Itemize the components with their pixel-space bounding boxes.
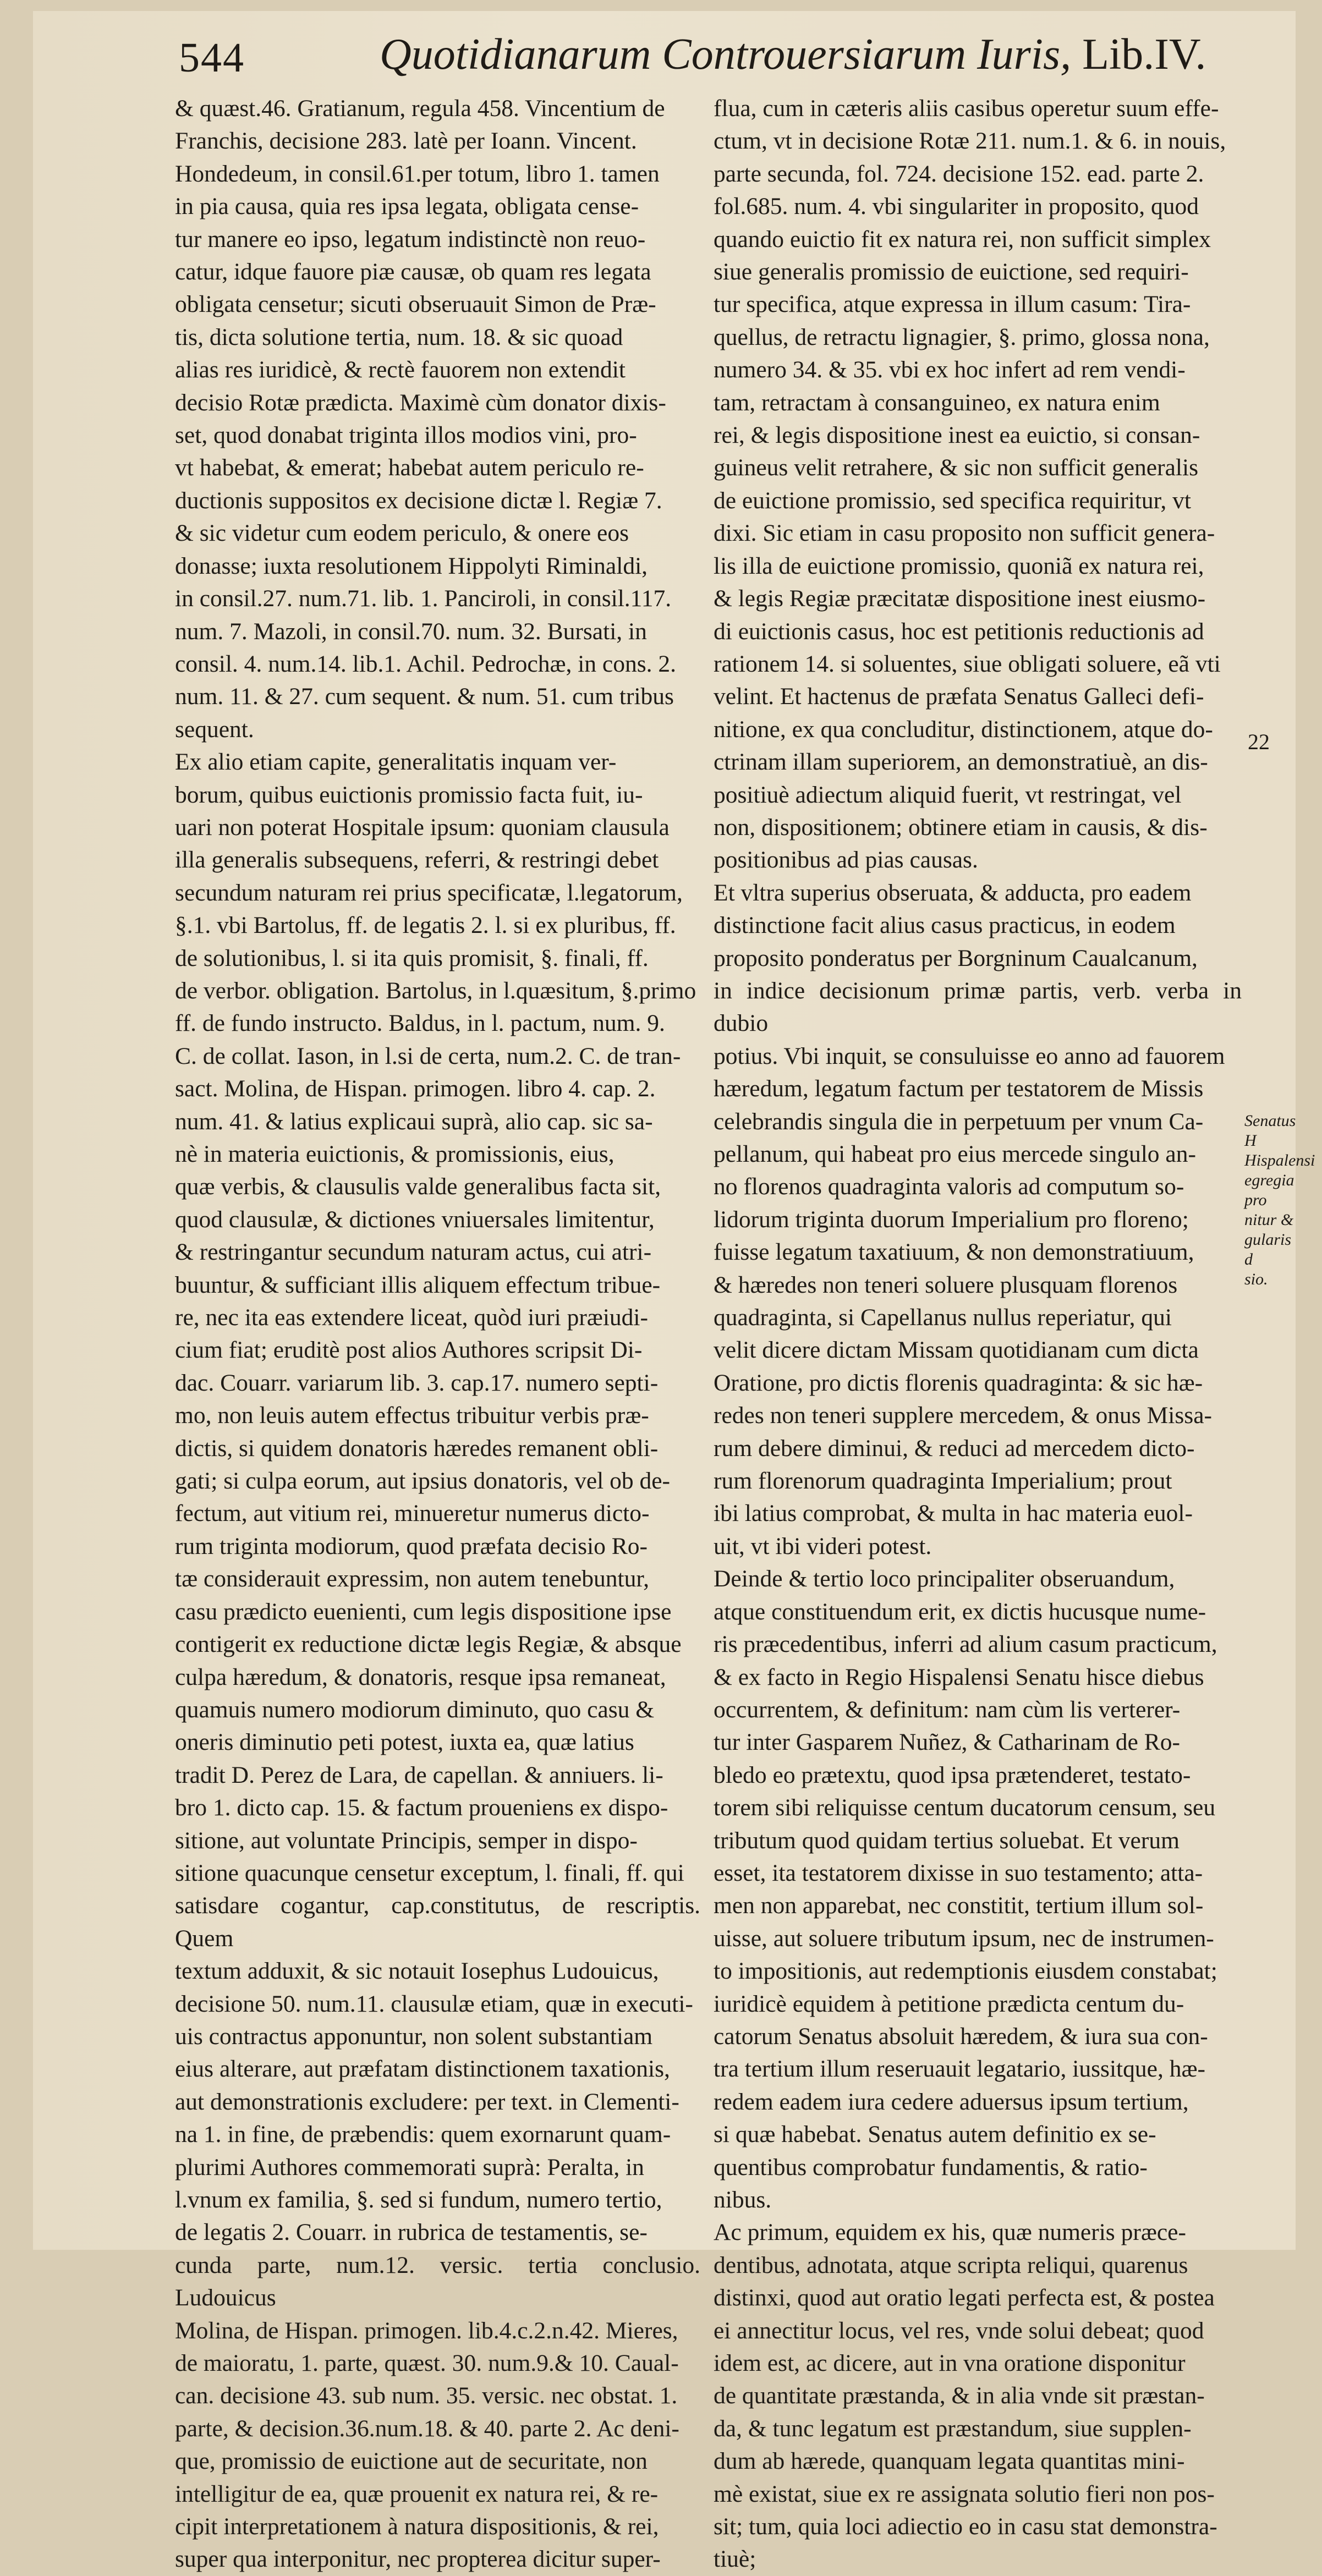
running-head bbox=[380, 30, 1206, 80]
margin-note: Senatus H Hispalensi egregia pro nitur & gularis d sio. bbox=[1244, 1112, 1315, 1288]
running-head-book: Lib.IV. bbox=[1082, 30, 1206, 79]
right-column-text: flua, cum in cæteris aliis casibus operetur suum effe- ctum, vt in decisione Rotæ 211. num.1. & 6. in nouis, parte secunda, fol. 724. decisione 152. ead. parte 2. fol.685. num. 4. vbi singulariter in proposito, quod quando euictio fit ex natura rei, non sufficit simplex siue generalis promissio de euictione, sed requiri- tur specifica, atque expressa in illum casum: Tira- quellus, de retractu lignagier, §. primo, glossa nona, numero 34. & 35. vbi ex hoc infert ad rem vendi- tam, retractam à consanguineo, ex natura enim rei, & legis dispositione inest ea euictio, si consan- guineus velit retrahere, & sic non sufficit generalis de euictione promissio, sed specifica requiritur, vt dixi. Sic etiam in casu proposito non sufficit genera- lis illa de euictione promissio, quoniã ex natura rei, & legis Regiæ præcitatæ dispositione inest eiusmo- di euictionis casus, hoc est petitionis reductionis ad rationem 14. si soluentes, siue obligati soluere, eã vti velint. Et hactenus de præfata Senatus Galleci defi- nitione, ex qua concluditur, distinctionem, atque do- ctrinam illam superiorem, an demonstratiuè, an dis- positiuè adiectum aliquid fuerit, vt restringat, vel non, dispositionem; obtinere etiam in causis, & dis- positionibus ad pias causas. Et vltra superius obseruata, & adducta, pro eadem distinctione facit alius casus practicus, in eodem proposito ponderatus per Borgninum Caualcanum, in indice decisionum primæ partis, verb. verba in dubio potius. Vbi inquit, se consuluisse eo anno ad fauorem hæredum, legatum factum per testatorem de Missis celebrandis singula die in perpetuum per vnum Ca- pellanum, qui habeat pro eius mercede singulo an- no florenos quadraginta valoris ad computum so- lidorum triginta duorum Imperialium pro floreno; fuisse legatum taxatiuum, & non demonstratiuum, & hæredes non teneri soluere plusquam florenos quadraginta, si Capellanus nullus reperiatur, qui velit dicere dictam Missam quotidianam cum dicta Oratione, pro dictis florenis quadraginta: & sic hæ- redes non teneri supplere mercedem, & onus Missa- rum debere diminui, & reduci ad mercedem dicto- rum florenorum quadraginta Imperialium; prout ibi latius comprobat, & multa in hac materia euol- uit, vt ibi videri potest. Deinde & tertio loco principaliter obseruandum, atque constituendum erit, ex dictis hucusque nume- ris præcedentibus, inferri ad alium casum practicum, & ex facto in Regio Hispalensi Senatu hisce diebus occurrentem, & definitum: nam cùm lis verterer- tur inter Gasparem Nuñez, & Catharinam de Ro- bledo eo prætextu, quod ipsa prætenderet, testato- torem sibi reliquisse centum ducatorum censum, seu tributum quod quidam tertius soluebat. Et verum esset, ita testatorem dixisse in suo testamento; atta- men non apparebat, nec constitit, tertium illum sol- uisse, aut soluere tributum ipsum, nec de instrumen- to impositionis, aut redemptionis eiusdem constabat; iuridicè equidem à petitione prædicta centum du- catorum Senatus absoluit hæredem, & iura sua con- tra tertium illum reseruauit legatario, iussitque, hæ- redem eadem iura cedere aduersus ipsum tertium, si quæ habebat. Senatus autem definitio ex se- quentibus comprobatur fundamentis, & ratio- nibus. Ac primum, equidem ex his, quæ numeris præce- dentibus, adnotata, atque scripta reliqui, quarenus distinxi, quod aut oratio legati perfecta est, & postea ei annectitur locus, vel res, vnde solui debeat; quod idem est, ac dicere, aut in vna oratione disponitur de quantitate præstanda, & in alia vnde sit præstan- da, & tunc legatum est præstandum, siue supplen- dum ab hærede, quanquam legata quantitas mini- mè existat, siue ex re assignata solutio fieri non pos- sit; tum, quia loci adiectio eo in casu stat demonstra- tiuè; bbox=[714, 95, 1242, 2573]
left-column-text: & quæst.46. Gratianum, regula 458. Vincentium de Franchis, decisione 283. latè per Ioann. Vincent. Hondedeum, in consil.61.per totum, libro 1. tamen in pia causa, quia res ipsa legata, obligata cense- tur manere eo ipso, legatum indistinctè non reuo- catur, idque fauore piæ causæ, ob quam res legata obligata censetur; sicuti obseruauit Simon de Præ- tis, dicta solutione tertia, num. 18. & sic quoad alias res iuridicè, & rectè fauorem non extendit decisio Rotæ prædicta. Maximè cùm donator dixis- set, quod donabat triginta illos modios vini, pro- vt habebat, & emerat; habebat autem periculo re- ductionis suppositos ex decisione dictæ l. Regiæ 7. & sic videtur cum eodem periculo, & onere eos donasse; iuxta resolutionem Hippolyti Riminaldi, in consil.27. num.71. lib. 1. Panciroli, in consil.117. num. 7. Mazoli, in consil.70. num. 32. Bursati, in consil. 4. num.14. lib.1. Achil. Pedrochæ, in cons. 2. num. 11. & 27. cum sequent. & num. 51. cum tribus sequent. Ex alio etiam capite, generalitatis inquam ver- borum, quibus euictionis promissio facta fuit, iu- uari non poterat Hospitale ipsum: quoniam clausula illa generalis subsequens, referri, & restringi debet secundum naturam rei prius specificatæ, l.legatorum, §.1. vbi Bartolus, ff. de legatis 2. l. si ex pluribus, ff. de solutionibus, l. si ita quis promisit, §. finali, ff. de verbor. obligation. Bartolus, in l.quæsitum, §.primo ff. de fundo instructo. Baldus, in l. pactum, num. 9. C. de collat. Iason, in l.si de certa, num.2. C. de tran- sact. Molina, de Hispan. primogen. libro 4. cap. 2. num. 41. & latius explicaui suprà, alio cap. sic sa- nè in materia euictionis, & promissionis, eius, quæ verbis, & clausulis valde generalibus facta sit, quod clausulæ, & dictiones vniuersales limitentur, & restringantur secundum naturam actus, cui atri- buuntur, & sufficiant illis aliquem effectum tribue- re, nec ita eas extendere liceat, quòd iuri præiudi- cium fiat; eruditè post alios Authores scripsit Di- dac. Couarr. variarum lib. 3. cap.17. numero septi- mo, non leuis autem effectus tribuitur verbis præ- dictis, si quidem donatoris hæredes remanent obli- gati; si culpa eorum, aut ipsius donatoris, vel ob de- fectum, aut vitium rei, minueretur numerus dicto- rum triginta modiorum, quod præfata decisio Ro- tæ considerauit expressim, non autem tenebuntur, casu prædicto euenienti, cum legis dispositione ipse contigerit ex reductione dictæ legis Regiæ, & absque culpa hæredum, & donatoris, resque ipsa remaneat, quamuis numero modiorum diminuto, quo casu & oneris diminutio peti potest, iuxta ea, quæ latius tradit D. Perez de Lara, de capellan. & anniuers. li- bro 1. dicto cap. 15. & factum proueniens ex dispo- sitione, aut voluntate Principis, semper in dispo- sitione quacunque censetur exceptum, l. finali, ff. qui satisdare cogantur, cap.constitutus, de rescriptis. Quem textum adduxit, & sic notauit Iosephus Ludouicus, decisione 50. num.11. clausulæ etiam, quæ in executi- uis contractus apponuntur, non solent substantiam eius alterare, aut præfatam distinctionem taxationis, aut demonstrationis excludere: per text. in Clementi- na 1. in fine, de præbendis: quem exornarunt quam- plurimi Authores commemorati suprà: Peralta, in l.vnum ex familia, §. sed si fundum, numero tertio, de legatis 2. Couarr. in rubrica de testamentis, se- cunda parte, num.12. versic. tertia conclusio. Ludouicus Molina, de Hispan. primogen. lib.4.c.2.n.42. Mieres, de maioratu, 1. parte, quæst. 30. num.9.& 10. Caual- can. decisione 43. sub num. 35. versic. nec obstat. 1. parte, & decision.36.num.18. & 40. parte 2. Ac deni- que, promissio de euictione aut de securitate, non intelligitur de ea, quæ prouenit ex natura rei, & re- cipit interpretationem à natura dispositionis, & rei, super qua interponitur, nec propterea dicitur super- bbox=[175, 95, 700, 2573]
running-head-title: Quotidianarum Controuersiarum Iuris, bbox=[380, 30, 1072, 79]
page-number: 544 bbox=[179, 35, 245, 81]
margin-section-number: 22 bbox=[1248, 729, 1270, 754]
